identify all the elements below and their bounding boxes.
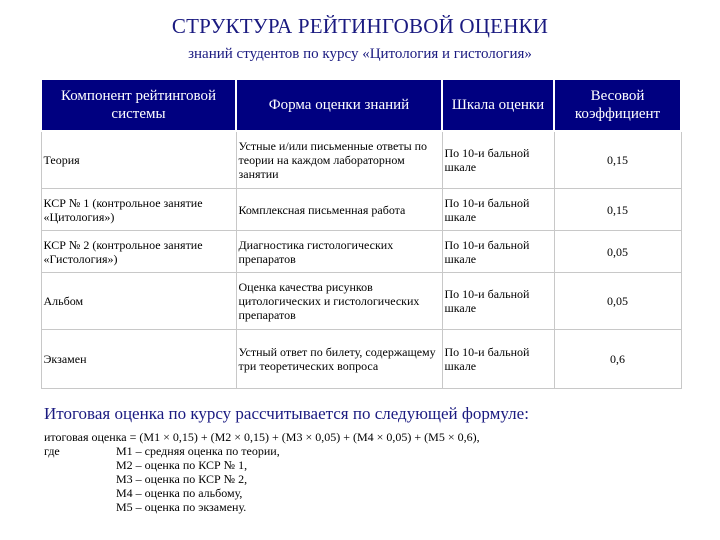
cell-weight: 0,6 <box>554 330 681 389</box>
cell-scale: По 10-и бальной шкале <box>442 330 554 389</box>
cell-form: Устные и/или письменные ответы по теории на каждом лабораторном занятии <box>236 131 442 189</box>
cell-form: Устный ответ по билету, содержащему три теоретических вопроса <box>236 330 442 389</box>
cell-component: Экзамен <box>41 330 236 389</box>
table-row <box>41 330 681 389</box>
header-component: Компонент рейтинговой системы <box>41 79 236 131</box>
formula-legend-item: М4 – оценка по альбому, <box>116 486 243 500</box>
cell-component: КСР № 2 (контрольное занятие «Гистология») <box>41 231 236 273</box>
cell-scale: По 10-и бальной шкале <box>442 131 554 189</box>
cell-component: Теория <box>41 131 236 189</box>
cell-component: КСР № 1 (контрольное занятие «Цитология») <box>41 189 236 231</box>
formula-block <box>44 430 694 514</box>
cell-weight: 0,05 <box>554 231 681 273</box>
table-row <box>41 131 681 189</box>
cell-weight: 0,15 <box>554 189 681 231</box>
table-row <box>41 189 681 231</box>
cell-scale: По 10-и бальной шкале <box>442 273 554 330</box>
formula-where-row <box>44 444 694 458</box>
cell-scale: По 10-и бальной шкале <box>442 189 554 231</box>
slide-subtitle: знаний студентов по курсу «Цитология и гистология» <box>188 46 532 62</box>
cell-form: Диагностика гистологических препаратов <box>236 231 442 273</box>
formula-expression: итоговая оценка = (М1 × 0,15) + (М2 × 0,15) + (М3 × 0,05) + (М4 × 0,05) + (М5 × 0,6), <box>44 430 480 444</box>
formula-legend-item: М2 – оценка по КСР № 1, <box>116 458 248 472</box>
rating-table <box>40 78 682 389</box>
cell-component: Альбом <box>41 273 236 330</box>
cell-weight: 0,05 <box>554 273 681 330</box>
cell-form: Оценка качества рисунков цитологических и гистологических препаратов <box>236 273 442 330</box>
formula-heading: Итоговая оценка по курсу рассчитывается по следующей формуле: <box>44 404 529 423</box>
formula-legend-item: М3 – оценка по КСР № 2, <box>116 472 248 486</box>
cell-form: Комплексная письменная работа <box>236 189 442 231</box>
table-header-row <box>41 79 681 131</box>
cell-scale: По 10-и бальной шкале <box>442 231 554 273</box>
slide-title: СТРУКТУРА РЕЙТИНГОВОЙ ОЦЕНКИ <box>171 14 549 38</box>
header-form: Форма оценки знаний <box>236 79 442 131</box>
header-weight: Весовой коэффициент <box>554 79 681 131</box>
table-row <box>41 231 681 273</box>
formula-legend-item: М1 – средняя оценка по теории, <box>116 444 280 458</box>
table-row <box>41 273 681 330</box>
cell-weight: 0,15 <box>554 131 681 189</box>
formula-legend-item: М5 – оценка по экзамену. <box>116 500 247 514</box>
formula-where-word: где <box>44 444 60 458</box>
header-scale: Шкала оценки <box>442 79 554 131</box>
